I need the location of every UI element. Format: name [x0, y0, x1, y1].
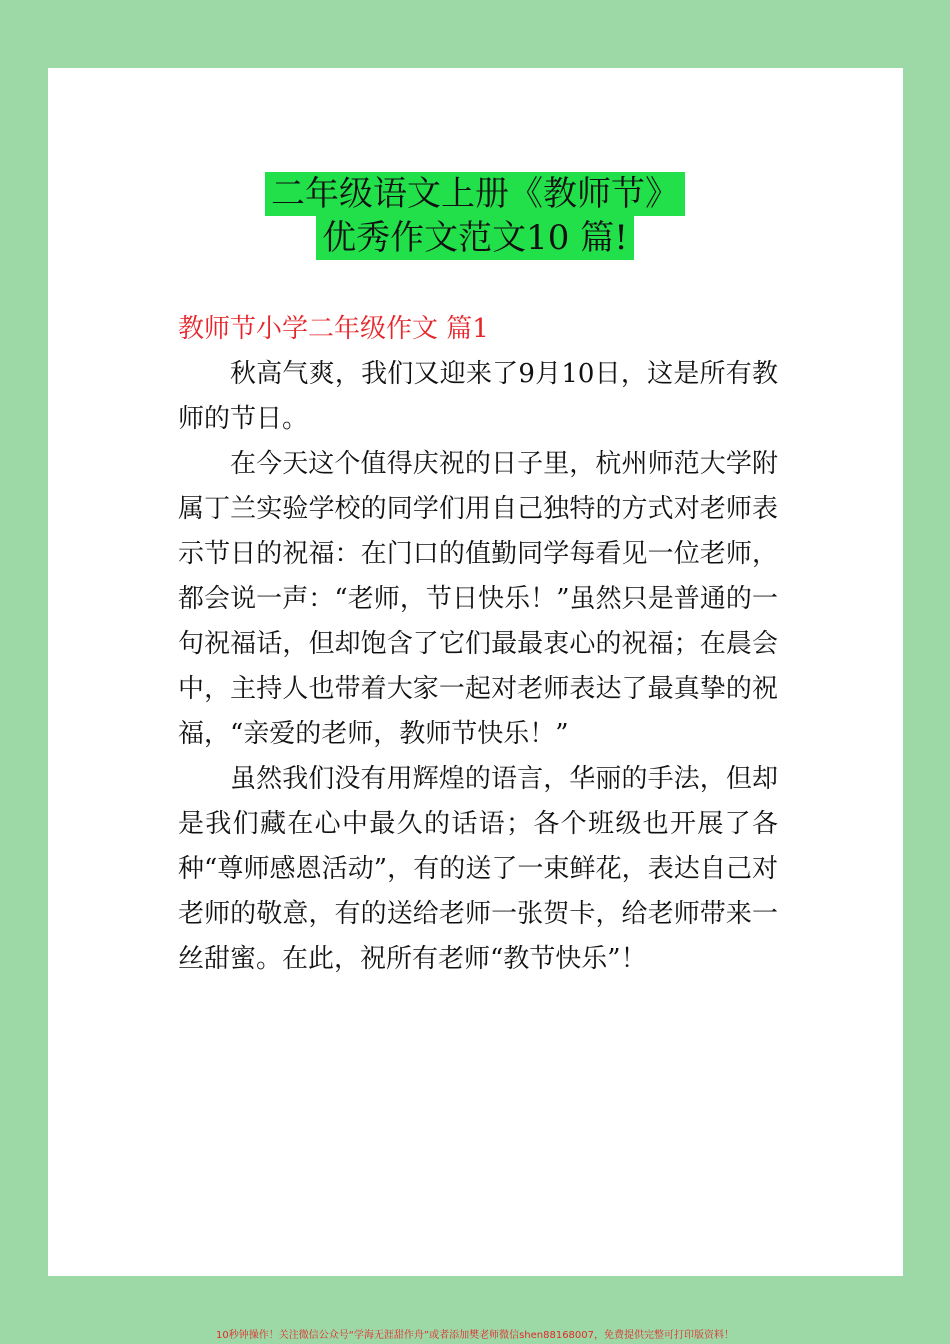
title-line-1: 二年级语文上册《教师节》: [265, 172, 685, 216]
title-line-2: 优秀作文范文10 篇!: [316, 216, 634, 260]
paragraph-1: 秋高气爽，我们又迎来了9月10日，这是所有教师的节日。: [178, 359, 778, 434]
footer-notice: 10秒钟操作！关注微信公众号“学海无涯甜作舟”或者添加樊老师微信shen88168007，免费提供完整可打印版资料！: [215, 1330, 735, 1341]
paragraph-2: 在今天这个值得庆祝的日子里，杭州师范大学附属丁兰实验学校的同学们用自己独特的方式对老师表示节日的祝福：在门口的值勤同学每看见一位老师，都会说一声：“老师，节日快乐！”虽然只是普通的一句祝福话，但却饱含了它们最最衷心的祝福；在晨会中，主持人也带着大家一起对老师表达了最真挚的祝福，“亲爱的老师，教师节快乐！”: [178, 449, 778, 749]
essay-heading: 教师节小学二年级作文 篇1: [178, 314, 489, 344]
paragraph-3: 虽然我们没有用辉煌的语言，华丽的手法，但却是我们藏在心中最久的话语；各个班级也开展了各种“尊师感恩活动”，有的送了一束鲜花，表达自己对老师的敬意，有的送给老师一张贺卡，给老师带来一丝甜蜜。在此，祝所有老师“教节快乐”！: [178, 764, 778, 974]
title-block: [0, 172, 950, 260]
essay-body: [178, 307, 778, 982]
